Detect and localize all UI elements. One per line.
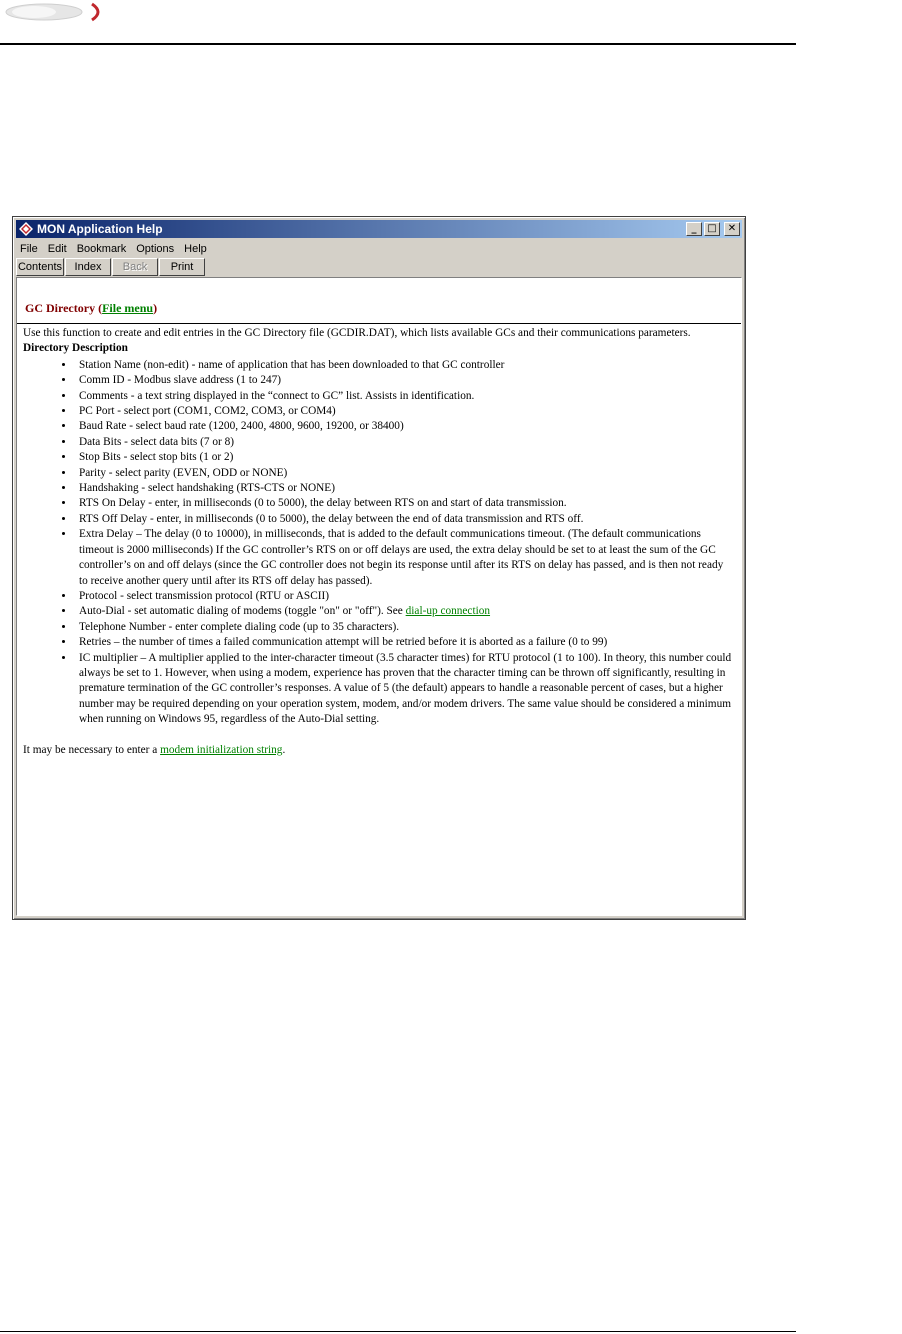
list-item: • Data Bits - select data bits (7 or 8) xyxy=(75,435,733,450)
list-item: • IC multiplier – A multiplier applied to the inter-character timeout (3.5 character times) for RTU protocol (1 to 100). In theory, this number could always be set to 1. However, when using a modem, experience has proven that the character timing can be thrown off significantly, resulting in premature termination of the GC controller’s responses. A value of 5 (the default) appears to handle a reasonable percent of cases, but a higher number may be required depending on your operation system, modem, and/or modem drivers. The same value should be considered a minimum when running on Windows 95, regardless of the Auto-Dial setting. xyxy=(75,651,733,728)
topic-header xyxy=(17,278,741,324)
close-button[interactable]: ✕ xyxy=(724,222,740,236)
company-logo xyxy=(4,2,100,22)
topic-title xyxy=(25,301,157,316)
list-item: • RTS Off Delay - enter, in milliseconds (0 to 5000), the delay between the end of data transmission and RTS off. xyxy=(75,512,733,527)
print-button[interactable] xyxy=(159,258,205,276)
contents-button[interactable] xyxy=(16,258,64,276)
window-title: MON Application Help xyxy=(37,222,163,236)
list-item: • Stop Bits - select stop bits (1 or 2) xyxy=(75,450,733,465)
list-item: • PC Port - select port (COM1, COM2, COM3, or COM4) xyxy=(75,404,733,419)
list-item: • Retries – the number of times a failed communication attempt will be retried before it is aborted as a failure (0 to 99) xyxy=(75,635,733,650)
file-menu-link[interactable]: File menu xyxy=(102,301,154,315)
closing-text: It may be necessary to enter a xyxy=(23,743,161,756)
auto-dial-text: Auto-Dial - set automatic dialing of modems (toggle "on" or "off"). See xyxy=(79,605,406,618)
menu-file[interactable]: File xyxy=(20,243,38,255)
list-item: • Protocol - select transmission protocol (RTU or ASCII) xyxy=(75,589,733,604)
back-label: Back xyxy=(122,261,148,273)
list-item: • Station Name (non-edit) - name of application that has been downloaded to that GC controller xyxy=(75,358,733,373)
contents-label: Contents xyxy=(17,261,63,273)
menu-help[interactable]: Help xyxy=(184,243,207,255)
list-item xyxy=(75,604,733,619)
directory-list xyxy=(23,358,733,728)
topic-title-suffix: ) xyxy=(153,301,158,315)
intro-paragraph: Use this function to create and edit entries in the GC Directory file (GCDIR.DAT), which lists available GCs and their communications parameters. xyxy=(23,327,691,339)
topic-title-prefix: GC Directory ( xyxy=(25,301,103,315)
maximize-button[interactable]: □ xyxy=(704,222,720,236)
menu-options[interactable]: Options xyxy=(136,243,175,255)
list-item: • Comments - a text string displayed in the “connect to GC” list. Assists in identification. xyxy=(75,389,733,404)
list-item: • Handshaking - select handshaking (RTS-CTS or NONE) xyxy=(75,481,733,496)
menu-bookmark[interactable]: Bookmark xyxy=(76,243,127,255)
toolbar xyxy=(16,258,742,276)
list-item: • Telephone Number - enter complete dialing code (up to 35 characters). xyxy=(75,620,733,635)
closing-suffix: . xyxy=(282,743,286,756)
dial-up-connection-link[interactable]: dial-up connection xyxy=(405,605,491,618)
footer-rule xyxy=(0,1331,796,1332)
title-bar[interactable] xyxy=(16,220,742,238)
list-item: • Parity - select parity (EVEN, ODD or NONE) xyxy=(75,466,733,481)
modem-initialization-link[interactable]: modem initialization string xyxy=(160,743,283,756)
back-button[interactable] xyxy=(112,258,158,276)
menu-edit[interactable]: Edit xyxy=(47,243,67,255)
header-rule xyxy=(0,43,796,45)
app-diamond-icon xyxy=(19,222,33,236)
section-heading: Directory Description xyxy=(23,342,128,355)
menu-bar xyxy=(16,240,742,258)
closing-paragraph xyxy=(23,743,733,758)
list-item: • Baud Rate - select baud rate (1200, 2400, 4800, 9600, 19200, or 38400) xyxy=(75,419,733,434)
index-label: Index xyxy=(74,261,102,273)
list-item: • Comm ID - Modbus slave address (1 to 247) xyxy=(75,373,733,388)
index-button[interactable] xyxy=(65,258,111,276)
help-window xyxy=(12,216,746,920)
minimize-button[interactable]: _ xyxy=(686,222,702,236)
print-label: Print xyxy=(170,261,194,273)
list-item: • RTS On Delay - enter, in milliseconds (0 to 5000), the delay between RTS on and start of data transmission. xyxy=(75,496,733,511)
list-item: • Extra Delay – The delay (0 to 10000), in milliseconds, that is added to the default communications timeout. (The default communications timeout is 2000 milliseconds) If the GC controller’s RTS on or off delays are used, the extra delay should be set to at least the sum of the GC controller’s on and off delays (since the GC controller does not begin its response until after its RTS on delay has passed, and is then not ready to receive another query until after its RTS off delay has passed). xyxy=(75,527,733,589)
help-content[interactable] xyxy=(16,277,742,916)
